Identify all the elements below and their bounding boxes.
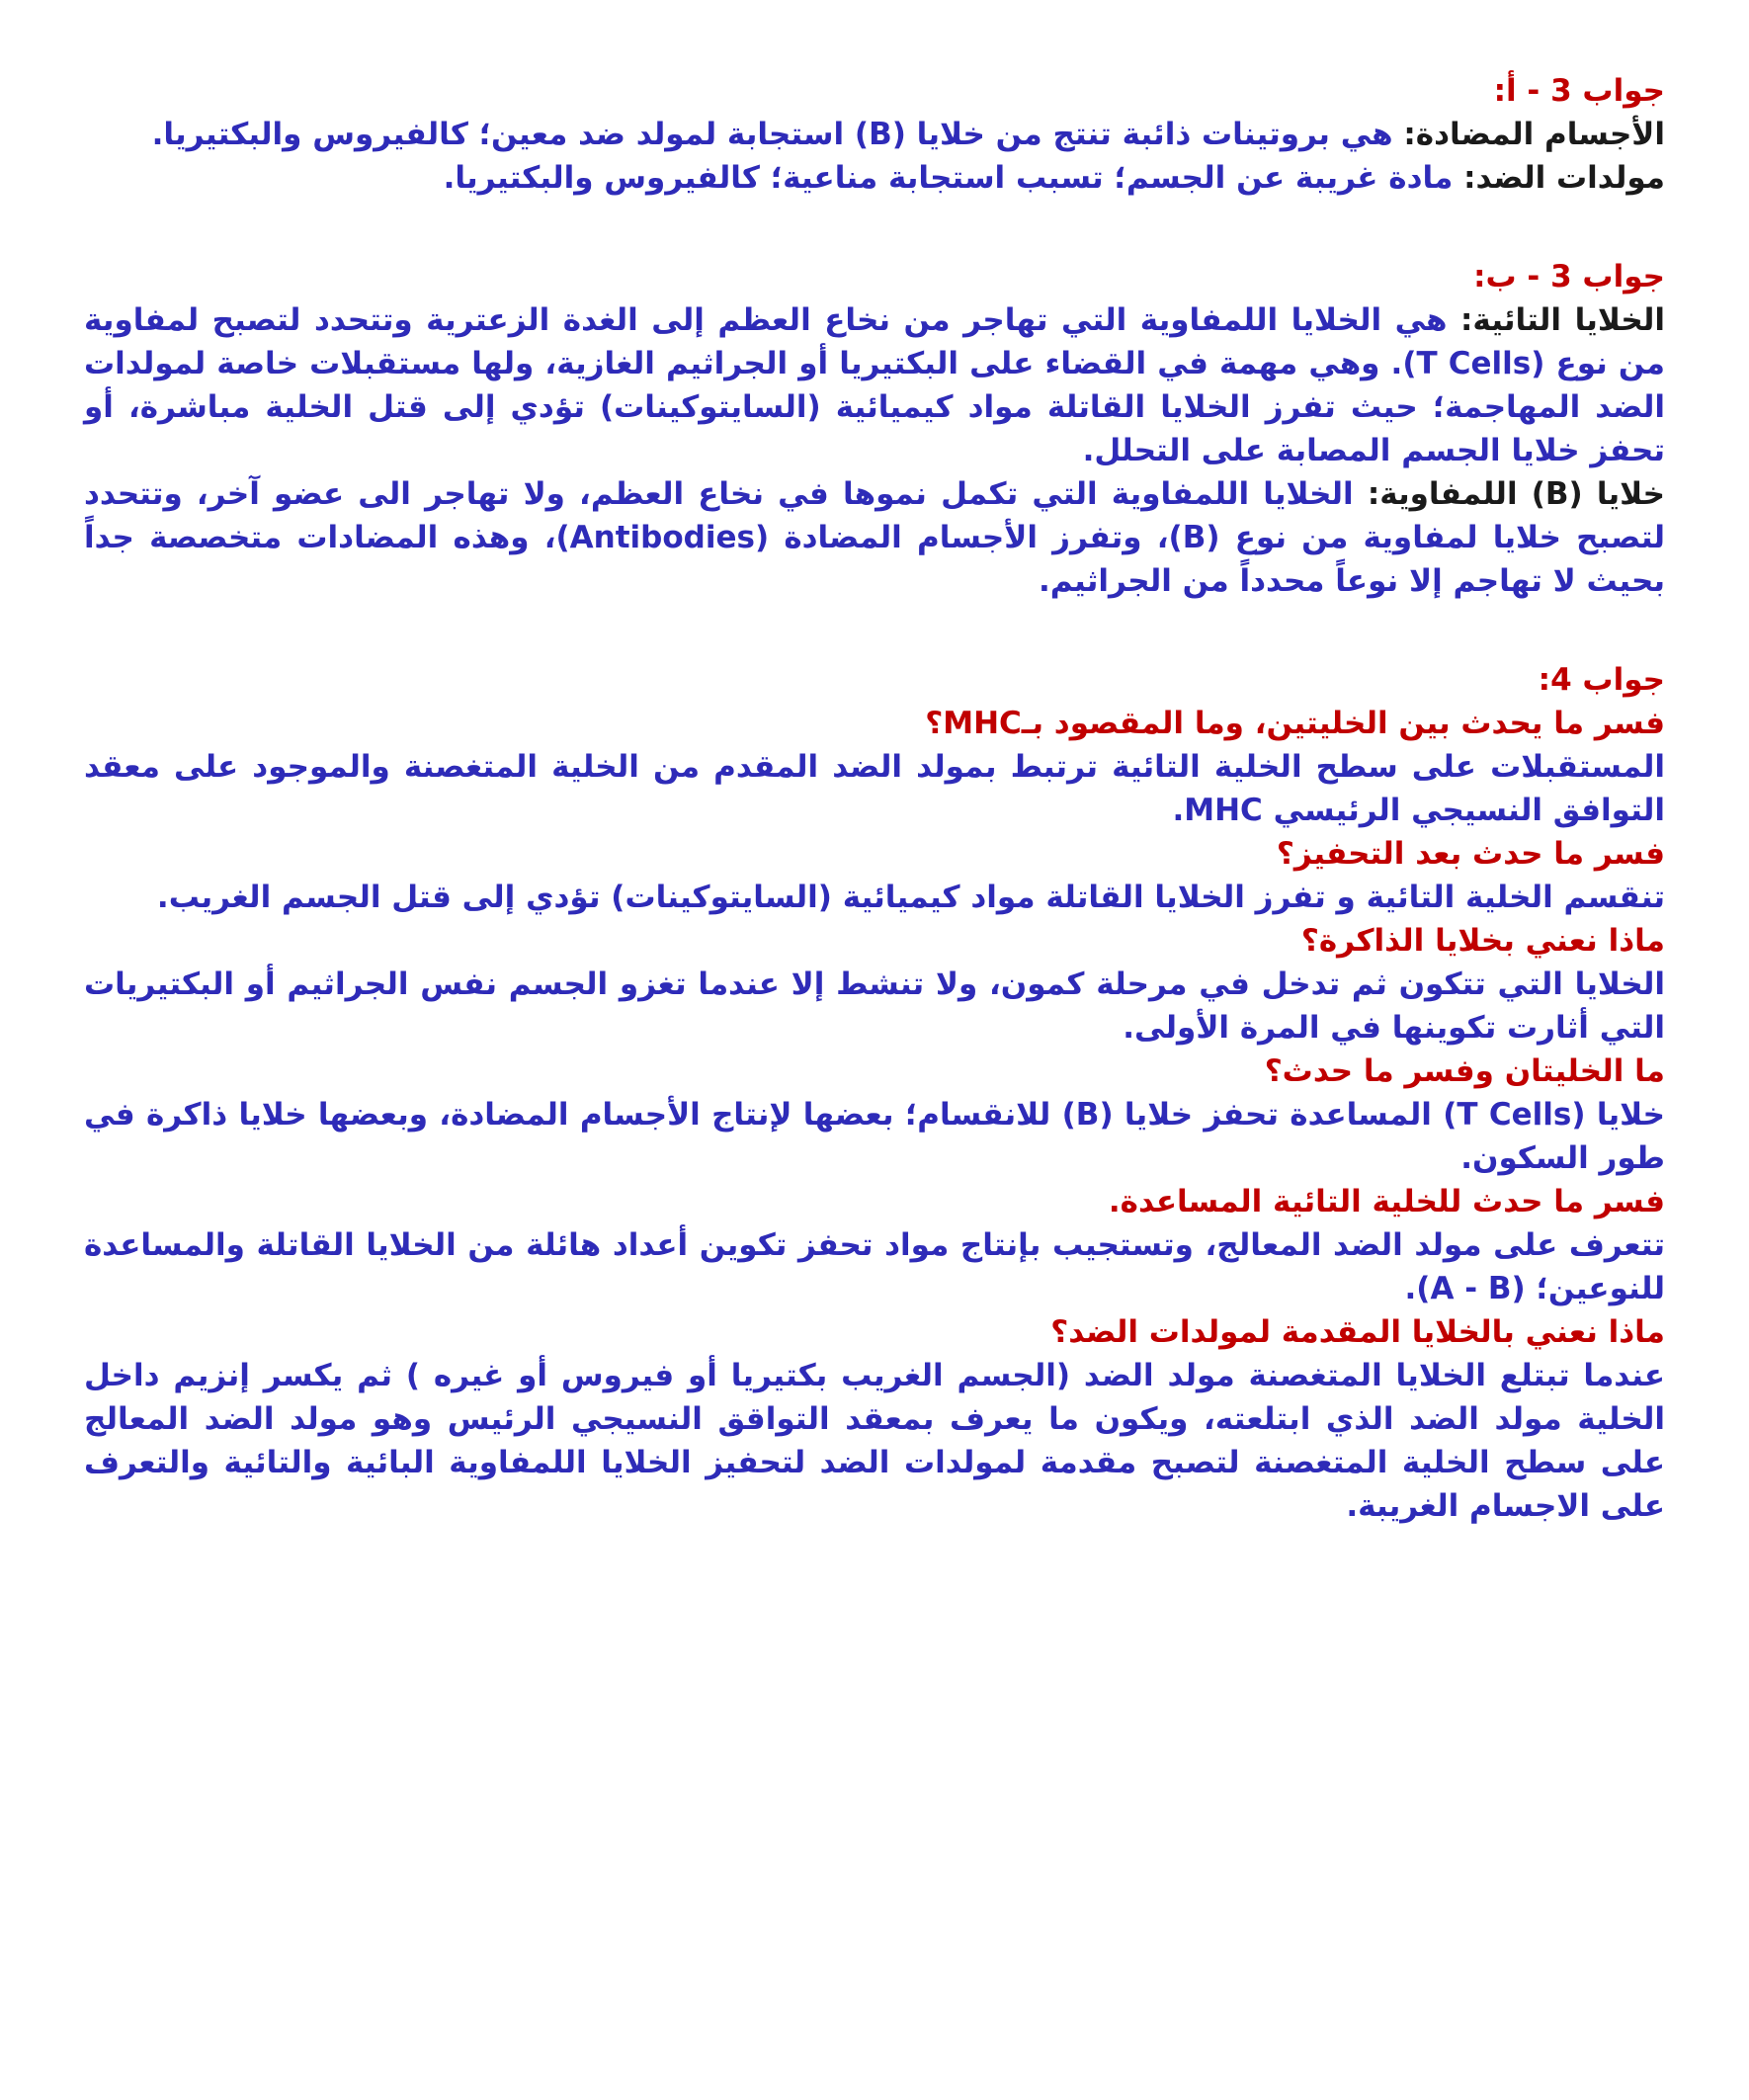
tcells-text: هي الخلايا اللمفاوية التي تهاجر من نخاع العظم إلى الغدة الزعترية وتتحدد لتصبح لمفاوية من نوع (T Cells). وهي مهمة في القضاء على البكتيريا أو الجراثيم الغازية، ولها مستقبلات خاصة لمولدات الضد المهاجمة؛ حيث تفرز الخلايا القاتلة مواد كيميائية (السايتوكينات) تؤدي إلى قتل الخلية مباشرة، أو تحفز خلايا الجسم المصابة على التحلل. bbox=[84, 302, 1665, 468]
antibodies-text: هي بروتينات ذائبة تنتج من خلايا (B) استجابة لمولد ضد معين؛ كالفيروس والبكتيريا. bbox=[151, 117, 1404, 152]
section-4-heading: جواب 4: bbox=[1538, 662, 1665, 698]
bcells-term: خلايا (B) اللمفاوية: bbox=[1367, 476, 1665, 512]
antigens-text: مادة غريبة عن الجسم؛ تسبب استجابة مناعية؛ كالفيروس والبكتيريا. bbox=[443, 160, 1464, 196]
question-4: ما الخليتان وفسر ما حدث؟ bbox=[1264, 1053, 1665, 1089]
antibodies-definition bbox=[84, 113, 1665, 156]
question-5: فسر ما حدث للخلية التائية المساعدة. bbox=[1108, 1184, 1665, 1219]
section-3b-heading: جواب 3 - ب: bbox=[1473, 259, 1665, 294]
antigens-term: مولدات الضد: bbox=[1463, 160, 1665, 196]
answer-6: عندما تبتلع الخلايا المتغصنة مولد الضد (الجسم الغريب بكتيريا أو فيروس أو غيره ) ثم يكسر إنزيم داخل الخلية مولد الضد الذي ابتلعته، ويكون ما يعرف بمعقد التواقق النسيجي الرئيس وهو مولد الضد المعالج على سطح الخلية المتغصنة لتصبح مقدمة لمولدات الضد لتحفيز الخلايا اللمفاوية البائية والتائية والتعرف على الاجسام الغريبة. bbox=[84, 1358, 1665, 1524]
antigens-definition bbox=[84, 156, 1665, 200]
question-1: فسر ما يحدث بين الخليتين، وما المقصود بـMHC؟ bbox=[925, 706, 1665, 741]
tcells-term: الخلايا التائية: bbox=[1460, 302, 1665, 338]
section-spacer bbox=[84, 200, 1665, 255]
answer-5: تتعرف على مولد الضد المعالج، وتستجيب بإنتاج مواد تحفز تكوين أعداد هائلة من الخلايا القاتلة والمساعدة للنوعين؛ (A - B). bbox=[84, 1227, 1665, 1306]
section-spacer bbox=[84, 603, 1665, 658]
bcells-definition bbox=[84, 472, 1665, 603]
answer-4: خلايا (T Cells) المساعدة تحفز خلايا (B) للانقسام؛ بعضها لإنتاج الأجسام المضادة، وبعضها خلايا ذاكرة في طور السكون. bbox=[84, 1097, 1665, 1176]
question-3: ماذا نعني بخلايا الذاكرة؟ bbox=[1300, 923, 1665, 959]
answer-1: المستقبلات على سطح الخلية التائية ترتبط بمولد الضد المقدم من الخلية المتغصنة والموجود على معقد التوافق النسيجي الرئيسي MHC. bbox=[84, 749, 1665, 828]
question-6: ماذا نعني بالخلايا المقدمة لمولدات الضد؟ bbox=[1050, 1314, 1665, 1350]
antibodies-term: الأجسام المضادة: bbox=[1403, 117, 1665, 152]
answer-2: تنقسم الخلية التائية و تفرز الخلايا القاتلة مواد كيميائية (السايتوكينات) تؤدي إلى قتل الجسم الغريب. bbox=[156, 880, 1665, 915]
answer-3: الخلايا التي تتكون ثم تدخل في مرحلة كمون، ولا تنشط إلا عندما تغزو الجسم نفس الجراثيم أو البكتيريات التي أثارت تكوينها في المرة الأولى. bbox=[84, 966, 1665, 1046]
tcells-definition bbox=[84, 298, 1665, 472]
section-3a-heading: جواب 3 - أ: bbox=[1493, 73, 1665, 109]
document-page bbox=[84, 69, 1665, 1528]
bcells-text: الخلايا اللمفاوية التي تكمل نموها في نخاع العظم، ولا تهاجر الى عضو آخر، وتتحدد لتصبح خلايا لمفاوية من نوع (B)، وتفرز الأجسام المضادة (Antibodies)، وهذه المضادات متخصصة جداً بحيث لا تهاجم إلا نوعاً محدداً من الجراثيم. bbox=[84, 476, 1665, 599]
question-2: فسر ما حدث بعد التحفيز؟ bbox=[1276, 836, 1665, 872]
